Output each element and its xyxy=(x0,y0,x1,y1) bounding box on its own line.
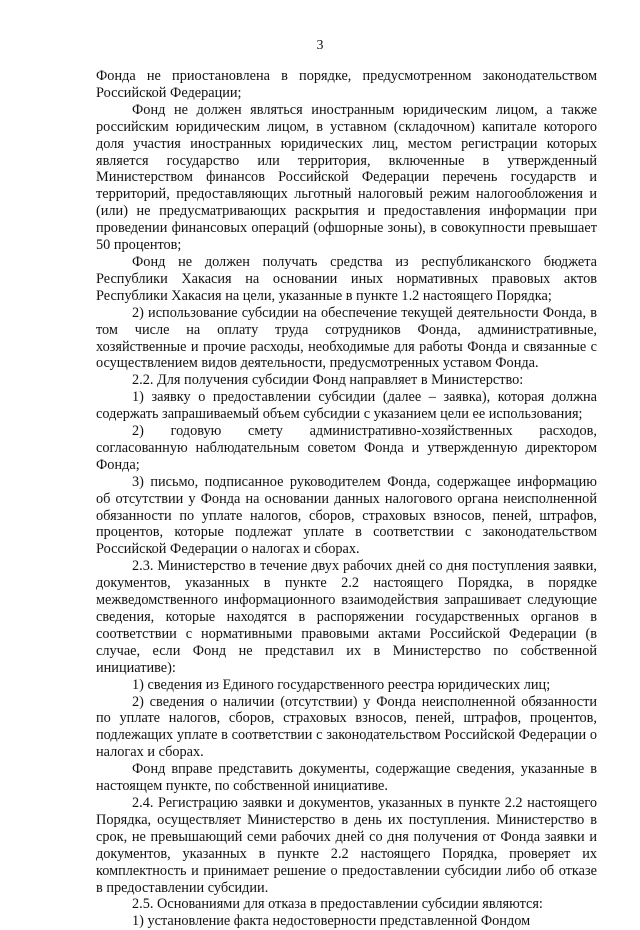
paragraph-6: 1) заявку о предоставлении субсидии (далее – заявка), которая должна содержать запрашиваемый объем субсидии с указанием цели ее использования; xyxy=(96,389,597,423)
paragraph-13: 2.4. Регистрацию заявки и документов, указанных в пункте 2.2 настоящего Порядка, осуществляет Министерство в день их поступления. Министерство в срок, не превышающий семи рабочих дней со дня получения от Фонда заявки и документов, указанных в пункте 2.2 настоящего Порядка, проверяет их комплектность и принимает решение о предоставлении субсидии либо об отказе в предоставлении субсидии. xyxy=(96,794,597,896)
paragraph-10: 1) сведения из Единого государственного реестра юридических лиц; xyxy=(132,676,551,693)
paragraph-12: Фонд вправе представить документы, содержащие сведения, указанные в настоящем пункте, по собственной инициативе. xyxy=(96,761,597,795)
paragraph-15: 1) установление факта недостоверности представленной Фондом xyxy=(132,913,531,930)
paragraph-4: 2) использование субсидии на обеспечение текущей деятельности Фонда, в том числе на оплату труда сотрудников Фонда, административные, хозяйственные и прочие расходы, необходимые для работы Фонда и связанные с осуществлением видов деятельности, предусмотренных уставом Фонда. xyxy=(96,304,597,372)
paragraph-5: 2.2. Для получения субсидии Фонд направляет в Министерство: xyxy=(132,372,524,389)
page-number: 3 xyxy=(316,38,324,53)
paragraph-2: Фонд не должен являться иностранным юридическим лицом, а также российским юридическим лицом, в уставном (складочном) капитале которого доля участия иностранных юридических лиц, местом регистрации которых является государство или территория, включенные в утвержденный Министерством финансов Российской Федерации перечень государств и территорий, предоставляющих льготный налоговый режим налогообложения и (или) не предусматривающих раскрытия и предоставления информации при проведении финансовых операций (офшорные зоны), в совокупности превышает 50 процентов; xyxy=(96,101,597,254)
paragraph-8: 3) письмо, подписанное руководителем Фонда, содержащее информацию об отсутствии у Фонда на основании данных налогового органа неисполненной обязанности по уплате налогов, сборов, страховых взносов, пеней, штрафов, процентов, которые подлежат уплате в соответствии с законодательством Российской Федерации о налогах и сборах. xyxy=(96,473,597,558)
paragraph-9: 2.3. Министерство в течение двух рабочих дней со дня поступления заявки, документов, указанных в пункте 2.2 настоящего Порядка, в порядке межведомственного информационного взаимодействия запрашивает следующие сведения, которые находятся в распоряжении государственных органов в соответствии с нормативными правовыми актами Российской Федерации (в случае, если Фонд не представил их в Министерство по собственной инициативе): xyxy=(96,558,597,676)
paragraph-14: 2.5. Основаниями для отказа в предоставлении субсидии являются: xyxy=(132,896,543,913)
document-body xyxy=(96,68,597,930)
paragraph-3: Фонд не должен получать средства из республиканского бюджета Республики Хакасия на основании иных нормативных правовых актов Республики Хакасия на цели, указанные в пункте 1.2 настоящего Порядка; xyxy=(96,253,597,304)
paragraph-11: 2) сведения о наличии (отсутствии) у Фонда неисполненной обязанности по уплате налогов, сборов, страховых взносов, пеней, штрафов, процентов, подлежащих уплате в соответствии с законодательством Российской Федерации о налогах и сборах. xyxy=(96,693,597,761)
paragraph-1: Фонда не приостановлена в порядке, предусмотренном законодательством Российской Федерации; xyxy=(96,68,597,101)
paragraph-7: 2) годовую смету административно-хозяйственных расходов, согласованную наблюдательным советом Фонда и утвержденную директором Фонда; xyxy=(96,423,597,473)
